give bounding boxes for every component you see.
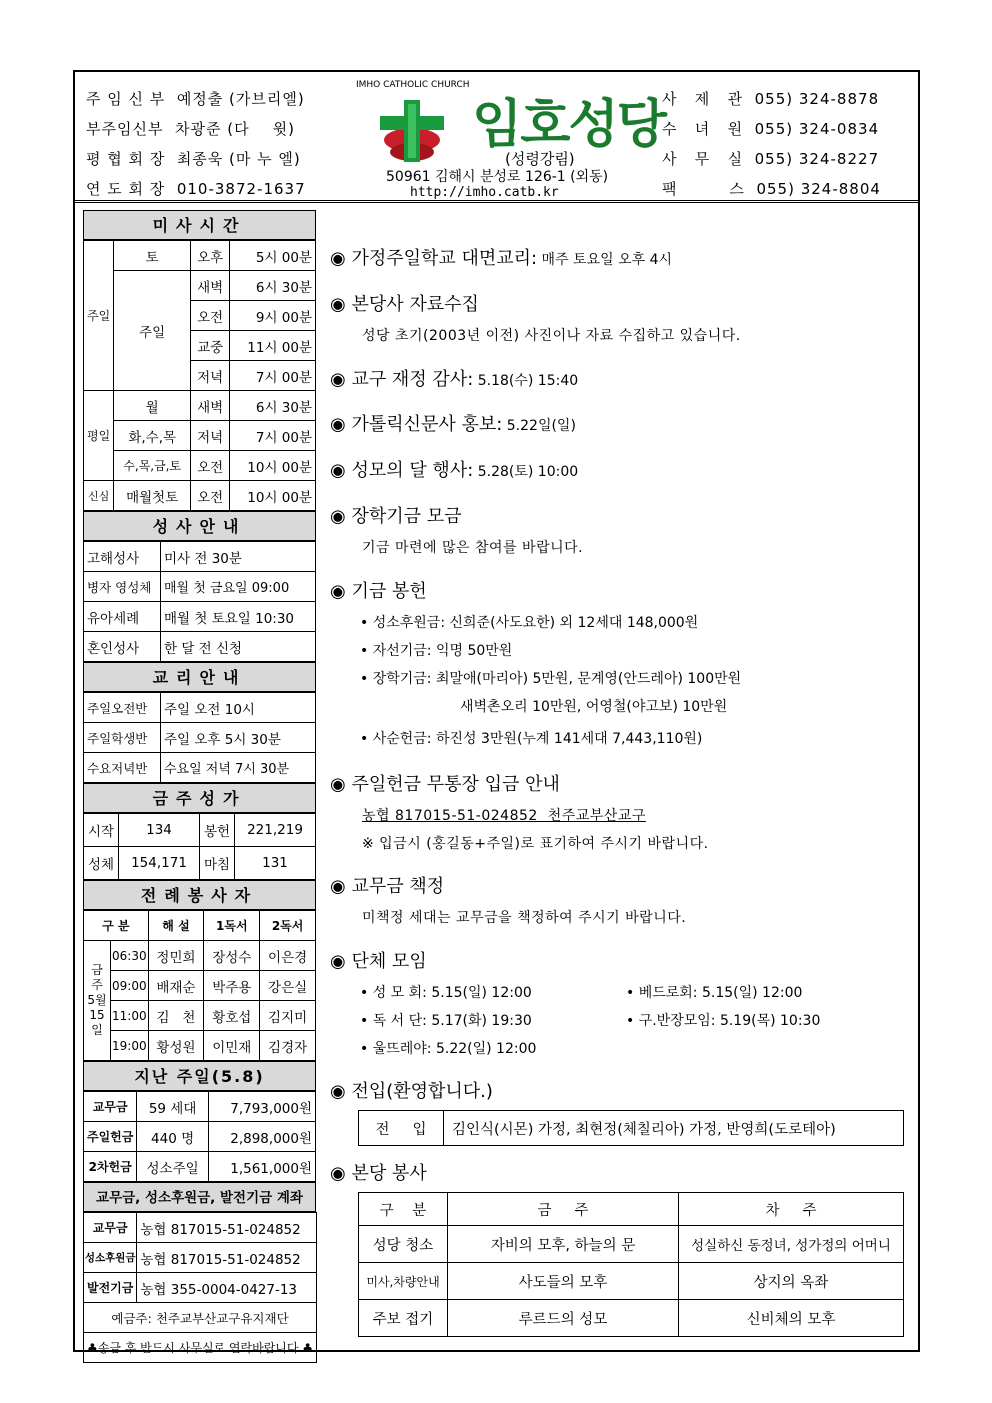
last-week-table: 교무금 59 세대 7,793,000원 주일헌금 440 명 2,898,000원 2차헌금 성소주일 1,561,000원 <box>83 1091 316 1182</box>
header-left-row-1: 주 임 신 부 예정출 (가브리엘) <box>86 90 305 108</box>
notice-1: ◉ 가정주일학교 대면교리: 매주 토요일 오후 4시 <box>330 248 673 269</box>
header-right-row-3: 사 무 실 055) 324-8227 <box>662 150 880 168</box>
notice-8-account: 농협 817015-51-024852 천주교부산교구 <box>362 808 646 824</box>
weekday-label: 평일 <box>84 391 114 481</box>
church-arc-text: IMHO CATHOLIC CHURCH <box>356 80 470 90</box>
servers-heading: 전례봉사자 <box>83 880 316 910</box>
notice-2-text: 성당 초기(2003년 이전) 사진이나 자료 수집하고 있습니다. <box>362 328 741 344</box>
new-members-table: 전 입 김인식(시몬) 가정, 최현정(체칠리아) 가정, 반영희(도로테아) <box>358 1110 904 1146</box>
church-logo-icon <box>372 92 472 172</box>
header-divider <box>73 200 920 203</box>
group-item-5: • 울뜨레야: 5.22(일) 12:00 <box>360 1041 537 1057</box>
header-right-row-2: 수 녀 원 055) 324-0834 <box>662 120 880 138</box>
notice-5: ◉ 성모의 달 행사: 5.28(토) 10:00 <box>330 460 579 481</box>
notice-8-note: ※ 입금시 (홍길동+주일)로 표기하여 주시기 바랍니다. <box>362 836 709 852</box>
fund-item-3-cont: 새벽촌오리 10만원, 어영철(야고보) 10만원 <box>460 699 728 715</box>
church-address: 50961 김해시 분성로 126-1 (외동) <box>386 169 609 185</box>
header-right-row-4: 팩 스 055) 324-8804 <box>662 180 881 198</box>
last-week-heading: 지난 주일(5.8) <box>83 1061 316 1091</box>
parish-service-table: 구 분 금 주 차 주 성당 청소 자비의 모후, 하늘의 문 성실하신 동정녀, 성가정의 어머니 미사,차량안내 사도들의 모후 상지의 옥좌 주보 접기 루르드의 성모 신비체의 모후 <box>358 1192 904 1337</box>
header-left-row-4: 연 도 회 장 010-3872-1637 <box>86 180 306 198</box>
header-left-row-3: 평 협 회 장 최종욱 (마 누 엘) <box>86 150 301 168</box>
notice-3: ◉ 교구 재정 감사: 5.18(수) 15:40 <box>330 369 579 390</box>
sacrament-table: 고해성사 미사 전 30분 병자 영성체 매월 첫 금요일 09:00 유아세례 매월 첫 토요일 10:30 혼인성사 한 달 전 신청 <box>83 541 316 662</box>
group-item-4: • 구.반장모임: 5.19(목) 10:30 <box>626 1013 821 1029</box>
mass-times-table: 주일 토 오후 5시 00분 주일 새벽 6시 30분 오전 9시 00분 교중 11시 00분 저녁 7시 00분 평일 월 새벽 6시 30분 화,수,목 저녁 7시 00분 수,목,금,토 오전 10시 00분 신심 매월첫토 오전 10시 00분 <box>83 240 316 511</box>
fund-item-3: • 장학기금: 최말애(마리아) 5만원, 문계영(안드레아) 100만원 <box>360 671 742 687</box>
notice-8-title: ◉ 주일헌금 무통장 입금 안내 <box>330 774 560 795</box>
notice-12-title: ◉ 본당 봉사 <box>330 1163 427 1184</box>
hymns-table: 시작 134 봉헌 221,219 성체 154,171 마침 131 <box>83 813 316 880</box>
fund-item-4: • 사순헌금: 하진성 3만원(누계 141세대 7,443,110원) <box>360 731 703 747</box>
notice-4: ◉ 가톨릭신문사 홍보: 5.22일(일) <box>330 414 576 435</box>
hymns-heading: 금주성가 <box>83 783 316 813</box>
church-name: 임호성당 <box>472 95 665 155</box>
catechism-table: 주일오전반 주일 오전 10시 주일학생반 주일 오후 5시 30분 수요저녁반 수요일 저녁 7시 30분 <box>83 692 316 783</box>
notice-6-text: 기금 마련에 많은 참여를 바랍니다. <box>362 540 584 556</box>
notice-9-text: 미책정 세대는 교무금을 책정하여 주시기 바랍니다. <box>362 910 687 926</box>
notice-9-title: ◉ 교무금 책정 <box>330 876 445 897</box>
sacrament-heading: 성사안내 <box>83 511 316 541</box>
group-item-2: • 베드로회: 5.15(일) 12:00 <box>626 985 803 1001</box>
header-right-row-1: 사 제 관 055) 324-8878 <box>662 90 880 108</box>
notice-2-title: ◉ 본당사 자료수집 <box>330 294 479 315</box>
fund-item-1: • 성소후원금: 신희준(사도요한) 외 12세대 148,000원 <box>360 615 699 631</box>
mass-times-heading: 미사시간 <box>83 210 316 240</box>
accounts-table: 교무금 농협 817015-51-024852 성소후원금 농협 817015-51-024852 발전기금 농협 355-0004-0427-13 예금주: 천주교부산교구유지재단 ♣송금 후 반드시 사무실로 연락바랍니다.♣ <box>83 1212 317 1363</box>
accounts-heading: 교무금, 성소후원금, 발전기금 계좌 <box>83 1182 316 1212</box>
group-item-1: • 성 모 회: 5.15(일) 12:00 <box>360 985 532 1001</box>
church-url[interactable]: http://imho.catb.kr <box>410 185 559 200</box>
catechism-heading: 교리안내 <box>83 662 316 692</box>
church-subtitle: (성령강림) <box>505 150 575 168</box>
notice-6-title: ◉ 장학기금 모금 <box>330 506 462 527</box>
group-item-3: • 독 서 단: 5.17(화) 19:30 <box>360 1013 532 1029</box>
header-left-row-2: 부주임신부 차광준 (다 윗) <box>86 120 295 138</box>
notice-10-title: ◉ 단체 모임 <box>330 951 427 972</box>
sunday-label: 주일 <box>84 241 114 391</box>
notice-7-title: ◉ 기금 봉헌 <box>330 581 427 602</box>
left-sidebar <box>83 210 316 1363</box>
servers-table: 구 분 해 설 1독서 2독서 금주 5월 15일 06:30 정민희 장성수 이은경 09:00 배재순 박주용 강은실 11:00 김 천 황호섭 김지미 19:00 황성원 이민재 김경자 <box>83 910 316 1061</box>
fund-item-2: • 자선기금: 익명 50만원 <box>360 643 513 659</box>
notice-11-title: ◉ 전입(환영합니다.) <box>330 1081 493 1102</box>
